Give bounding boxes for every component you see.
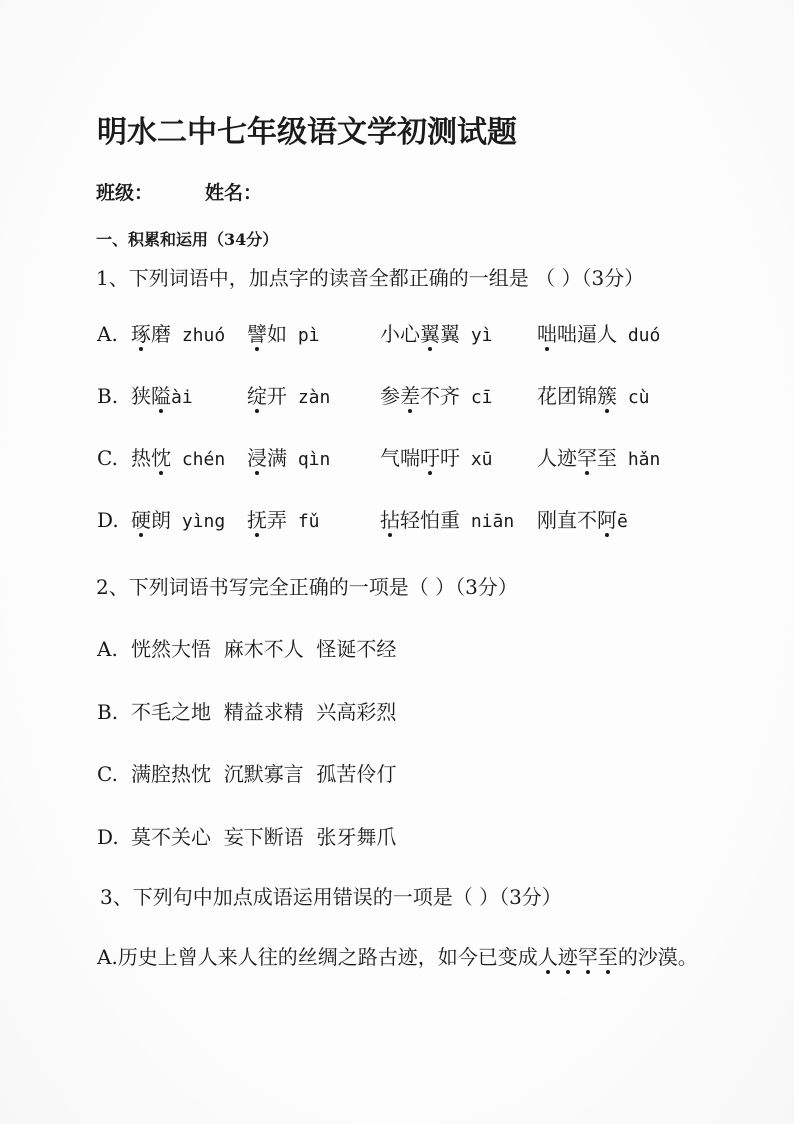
- option-letter: C.: [97, 762, 118, 786]
- dotted-character: 抚: [247, 508, 267, 532]
- option-letter: B.: [97, 700, 119, 724]
- dotted-character: 簇: [597, 384, 617, 408]
- pinyin: pì: [287, 325, 320, 346]
- word-suffix: 磨: [151, 322, 171, 346]
- dotted-idiom: [538, 945, 618, 969]
- word-suffix: 至: [597, 446, 617, 470]
- question-1-option-c: [97, 446, 661, 470]
- option-letter: C.: [97, 446, 118, 470]
- word-item: [247, 386, 330, 407]
- word-suffix: 咄逼人: [557, 322, 617, 346]
- pinyin: niān: [460, 511, 515, 532]
- word-suffix: 弄: [267, 508, 287, 532]
- dotted-character: 翼: [420, 322, 440, 346]
- pinyin: fǔ: [287, 511, 320, 532]
- dotted-character: 迹: [557, 945, 578, 969]
- word-prefix: 参: [380, 384, 400, 408]
- word-suffix: 翼: [440, 322, 460, 346]
- dotted-character: 罕: [577, 945, 598, 969]
- dotted-character: 浸: [247, 446, 267, 470]
- dotted-character: 阿: [597, 508, 617, 532]
- word-item: [380, 324, 493, 345]
- word-item: [131, 448, 225, 469]
- word-suffix: 满: [267, 446, 287, 470]
- option-text-pre: 历史上曾人来人往的丝绸之路古迹，如今已变成: [117, 945, 538, 969]
- pinyin: hǎn: [617, 449, 661, 470]
- word-item: [380, 386, 493, 407]
- word-suffix: 朗: [151, 508, 171, 532]
- pinyin: zàn: [287, 387, 331, 408]
- word-item: [247, 324, 320, 345]
- word-item: [131, 324, 225, 345]
- dotted-character: 人: [537, 945, 558, 969]
- option-text: 恍然大悟 麻木不人 怪诞不经: [131, 637, 397, 661]
- pinyin: chén: [171, 449, 226, 470]
- word-item: [247, 448, 330, 469]
- word-item: [247, 510, 320, 531]
- dotted-character: 隘: [151, 384, 171, 408]
- question-2-option-a: [97, 639, 396, 659]
- word-item: [537, 448, 660, 469]
- option-text: 莫不关心 妄下断语 张牙舞爪: [131, 825, 397, 849]
- word-item: [380, 448, 493, 469]
- section-heading: 一、积累和运用（34分）: [96, 230, 279, 249]
- pinyin: ē: [617, 511, 628, 532]
- word-prefix: 人迹: [537, 446, 577, 470]
- dotted-character: 拈: [380, 508, 400, 532]
- question-1-option-d: [97, 508, 628, 532]
- word-item: [380, 510, 514, 531]
- pinyin: cù: [617, 387, 650, 408]
- question-2-option-b: [97, 702, 396, 722]
- pinyin: yìng: [171, 511, 226, 532]
- word-item: [537, 510, 628, 531]
- pinyin: zhuó: [171, 325, 226, 346]
- pinyin: xū: [460, 449, 493, 470]
- class-label: 班级：: [96, 182, 154, 204]
- word-suffix: 不齐: [420, 384, 460, 408]
- word-item: [131, 510, 225, 531]
- dotted-character: 罕: [577, 446, 597, 470]
- option-text: 满腔热忱 沉默寡言 孤苦伶仃: [131, 762, 397, 786]
- word-prefix: 狭: [131, 384, 151, 408]
- word-item: [537, 386, 650, 407]
- question-2-option-d: [97, 827, 396, 847]
- dotted-character: 绽: [247, 384, 267, 408]
- word-prefix: 热: [131, 446, 151, 470]
- page-title: 明水二中七年级语文学初测试题: [97, 115, 517, 150]
- question-2-stem: 2、下列词语书写完全正确的一项是（ ）（3分）: [96, 575, 518, 599]
- word-suffix: 吁: [440, 446, 460, 470]
- dotted-character: 吁: [420, 446, 440, 470]
- dotted-character: 硬: [131, 508, 151, 532]
- dotted-character: 譬: [247, 322, 267, 346]
- word-prefix: 刚直不: [537, 508, 597, 532]
- dotted-character: 咄: [537, 322, 557, 346]
- name-label: 姓名：: [205, 182, 263, 204]
- option-letter: B.: [97, 384, 119, 408]
- dotted-character: 至: [597, 945, 618, 969]
- word-prefix: 花团锦: [537, 384, 597, 408]
- option-letter: D.: [97, 508, 119, 532]
- option-text: 不毛之地 精益求精 兴高彩烈: [131, 700, 397, 724]
- student-info: [96, 184, 262, 203]
- word-suffix: 如: [267, 322, 287, 346]
- word-prefix: 气喘: [380, 446, 420, 470]
- pinyin: duó: [617, 325, 661, 346]
- question-1-option-b: [97, 384, 650, 408]
- dotted-character: 差: [400, 384, 420, 408]
- word-item: [537, 324, 660, 345]
- option-letter: A.: [97, 945, 118, 969]
- option-letter: D.: [97, 825, 119, 849]
- pinyin: cī: [460, 387, 493, 408]
- question-1-option-a: [97, 322, 661, 346]
- option-letter: A.: [97, 322, 118, 346]
- option-text-post: 的沙漠。: [617, 945, 698, 969]
- question-1-stem: 1、下列词语中，加点字的读音全都正确的一组是 （ ）（3分）: [96, 266, 645, 290]
- pinyin: qìn: [287, 449, 331, 470]
- question-3-option-a: [97, 947, 698, 967]
- option-letter: A.: [97, 637, 118, 661]
- word-prefix: 小心: [380, 322, 420, 346]
- question-2-option-c: [97, 764, 396, 784]
- pinyin: ài: [171, 387, 193, 408]
- dotted-character: 忱: [151, 446, 171, 470]
- word-suffix: 轻怕重: [400, 508, 460, 532]
- question-3-stem: 3、下列句中加点成语运用错误的一项是（ ）（3分）: [100, 885, 562, 909]
- dotted-character: 琢: [131, 322, 151, 346]
- word-item: [131, 386, 193, 407]
- word-suffix: 开: [267, 384, 287, 408]
- pinyin: yì: [460, 325, 493, 346]
